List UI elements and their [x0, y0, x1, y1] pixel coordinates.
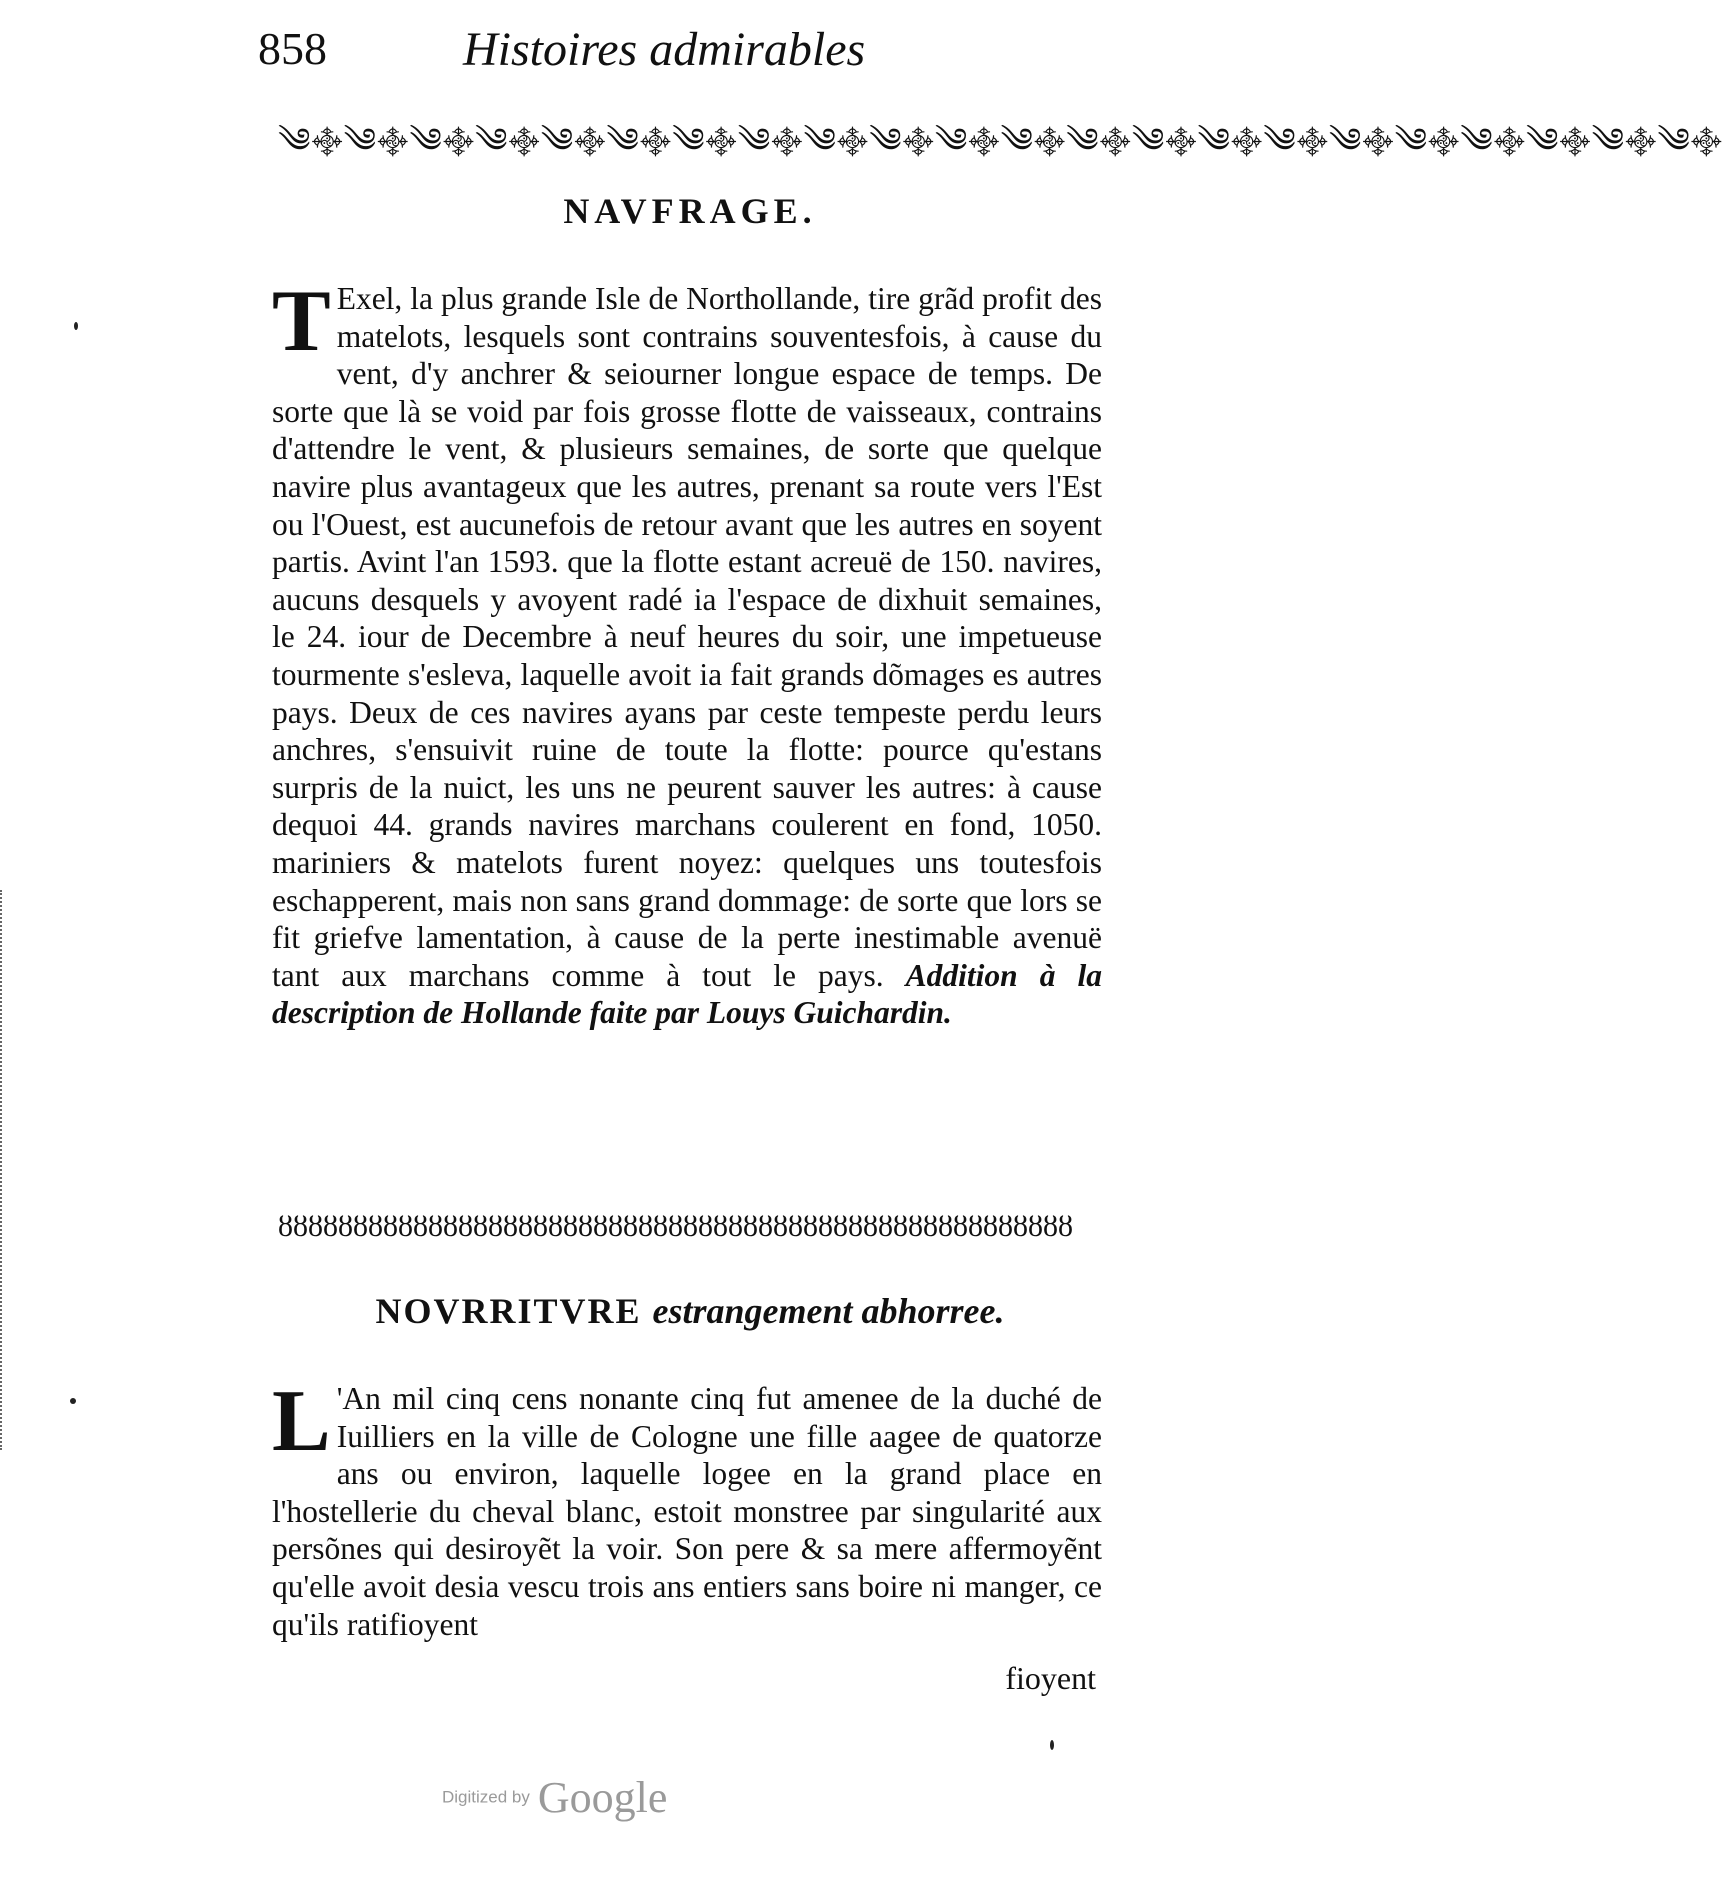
ink-speck [1050, 1740, 1054, 1750]
catchword: fioyent [1005, 1660, 1096, 1696]
paragraph-text: Exel, la plus grande Isle de Northollande, tire grãd profit des matelots, lesquels sont contrains souventesfois, à cause du vent, d'y anchrer & seiourner longue espace de temps. De sorte que là se void par fois grosse flotte de vaisseaux, contrains d'attendre le vent, & plusieurs semaines, de sorte que quelque navire plus avantageux que les autres, prenant sa route vers l'Est ou l'Ouest, est aucunefois de retour avant que les autres en soyent partis. Avint l'an 1593. que la flotte estant acreuë de 150. navires, aucuns desquels y avoyent radé ia l'espace de dixhuit semaines, le 24. iour de Decembre à neuf heures du soir, une impetueuse tourmente s'esleva, laquelle avoit ia fait grands dõmages es autres pays. Deux de ces navires ayans par ceste tempeste perdu leurs anchres, s'ensuivit ruine de toute la flotte: pource qu'estans surpris de la nuict, les uns ne peurent sauver les autres: à cause dequoi 44. grands navires marchans coulerent en fond, 1050. mariniers & matelots furent noyez: quelques uns toutesfois eschapperent, mais non sans grand dommage: de sorte que lors se fit griefve lamentation, à cause de la perte inestimable avenuë tant aux marchans comme à tout le pays. [272, 281, 1102, 993]
section-title-roman: NOVRRITVRE [375, 1291, 642, 1331]
drop-cap: T [272, 273, 331, 370]
paragraph-navfrage [272, 273, 1102, 1032]
drop-cap: L [272, 1373, 331, 1470]
scan-edge-marks [0, 890, 32, 1450]
digitization-watermark [442, 1772, 667, 1823]
section-title-italic: estrangement abhorree. [652, 1291, 1005, 1331]
page-number: 858 [258, 23, 327, 74]
running-title: Histoires admirables [463, 23, 866, 76]
source-citation: Addition à la description de Hollande faite par Louys Guichardin. [272, 957, 1102, 1031]
ink-speck [74, 322, 78, 330]
ink-speck [70, 1398, 76, 1404]
top-ornament-band: ༄࿇༄࿇༄࿇༄࿇༄࿇༄࿇༄࿇༄࿇༄࿇༄࿇༄࿇༄࿇༄࿇༄࿇༄࿇༄࿇༄࿇༄࿇༄࿇༄࿇༄࿇༄࿇ [278, 123, 1723, 160]
watermark-prefix: Digitized by [442, 1787, 530, 1807]
section-title-navfrage: NAVFRAGE. [563, 191, 817, 231]
google-logo: Google [537, 1773, 668, 1822]
paragraph-nourriture [272, 1373, 1102, 1643]
section-title-nourriture [270, 1290, 1110, 1332]
paragraph-text: 'An mil cinq cens nonante cinq fut amenee de la duché de Iuilliers en la ville de Cologne une fille aagee de quatorze ans ou environ, laquelle logee en la grand place en l'hostellerie du cheval blanc, estoit monstree par singularité aux persõnes qui desiroyẽt la voir. Son pere & sa mere affermoyẽnt qu'elle avoit desia vescu trois ans entiers sans boire ni manger, ce qu'ils ratifioyent [272, 1381, 1102, 1642]
middle-ornament-band: ȣȣȣȣȣȣȣȣȣȣȣȣȣȣȣȣȣȣȣȣȣȣȣȣȣȣȣȣȣȣȣȣȣȣȣȣȣȣȣȣȣȣȣȣȣȣȣȣȣȣȣȣȣ [278, 1210, 1073, 1243]
page-header [258, 22, 1138, 82]
